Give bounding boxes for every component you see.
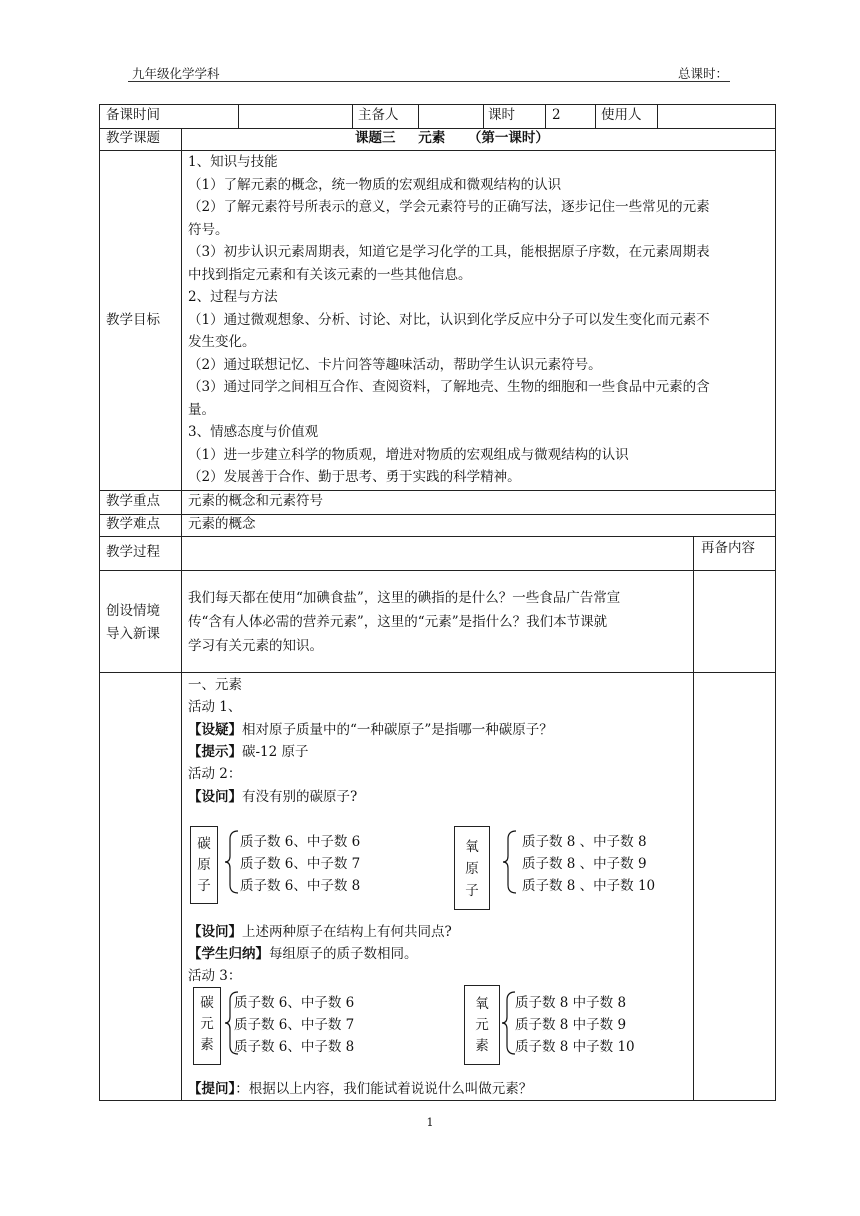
row-divider: [99, 128, 776, 129]
objective-line: 1、知识与技能: [188, 154, 278, 170]
objective-line: （1）进一步建立科学的物质观，增进对物质的宏观组成与微观结构的认识: [188, 446, 629, 463]
question-3-tag: 【设问】: [188, 924, 242, 940]
oxygen-atom-brace: [502, 829, 518, 895]
activity-2: 活动 2：: [188, 766, 242, 782]
col-divider: [693, 536, 694, 1101]
question-1-tag: 【设疑】: [188, 722, 242, 738]
prep-time-label: 备课时间: [106, 107, 160, 123]
question-3: [188, 926, 452, 940]
oxygen-atom-label-char: 子: [465, 883, 479, 899]
objective-line: （2）发展善于合作、勤于思考、勇于实践的科学精神。: [188, 469, 521, 485]
intro-line: 传“含有人体必需的营养元素”，这里的“元素”是指什么？我们本节课就: [188, 614, 608, 630]
col-divider: [181, 128, 182, 1101]
oxygen-element-label: [471, 994, 493, 1057]
row-divider: [99, 570, 776, 571]
objective-line: 中找到指定元素和有关该元素的一些其他信息。: [188, 266, 472, 283]
oxygen-element-item: 质子数 8 中子数 10: [515, 1039, 635, 1055]
carbon-atom-item: 质子数 6、中子数 8: [240, 878, 361, 894]
oxygen-atom-label: [461, 836, 483, 902]
oxygen-atom-item: 质子数 8 、中子数 8: [522, 834, 647, 850]
row-divider: [99, 490, 776, 491]
carbon-atom-list: [240, 831, 360, 897]
difficulty-value: 元素的概念: [188, 516, 256, 532]
oxygen-atom-label-char: 原: [465, 861, 479, 877]
hint-tag: 【提示】: [188, 744, 242, 760]
question-2-tag: 【设问】: [188, 789, 242, 805]
carbon-element-label: [196, 993, 218, 1056]
key-point-label: 教学重点: [106, 493, 160, 509]
hint: [188, 746, 309, 760]
intro-label-line1: 创设情境: [106, 603, 160, 619]
col-divider: [352, 104, 353, 128]
oxygen-atom-item: 质子数 8 、中子数 9: [522, 856, 647, 872]
carbon-atom-item: 质子数 6、中子数 6: [240, 834, 361, 850]
carbon-element-label-char: 元: [200, 1016, 214, 1032]
period-value: 2: [552, 107, 561, 123]
objective-line: （2）通过联想记忆、卡片问答等趣味活动，帮助学生认识元素符号。: [188, 356, 602, 373]
carbon-element-item: 质子数 6、中子数 8: [234, 1039, 355, 1055]
header-total-periods: 总课时：: [678, 66, 729, 81]
row-divider: [99, 672, 776, 673]
objective-line: 量。: [188, 401, 215, 418]
objectives-content: [188, 151, 710, 489]
carbon-atom-brace: [224, 829, 240, 895]
question-2: [188, 791, 357, 805]
revision-content-label: 再备内容: [701, 540, 755, 556]
col-divider: [545, 104, 546, 128]
col-divider: [595, 104, 596, 128]
oxygen-element-list: [515, 992, 635, 1058]
lesson-title: 课题三 元素 （第一课时）: [355, 130, 549, 146]
question-1-text: 相对原子质量中的“一种碳原子”是指哪一种碳原子？: [242, 722, 553, 738]
key-point-value: 元素的概念和元素符号: [188, 493, 323, 509]
objective-line: （1）通过微观想象、分析、讨论、对比，认识到化学反应中分子可以发生变化而元素不: [188, 311, 710, 328]
question-1: [188, 724, 553, 738]
carbon-element-label-char: 碳: [200, 995, 214, 1011]
oxygen-atom-list: [522, 831, 655, 897]
activity-1: 活动 1、: [188, 699, 242, 715]
objective-line: 符号。: [188, 221, 229, 238]
row-divider: [99, 514, 776, 515]
intro-line: 学习有关元素的知识。: [188, 638, 323, 654]
oxygen-element-label-char: 元: [475, 1017, 489, 1033]
student-summary-tag: 【学生归纳】: [188, 946, 269, 962]
carbon-element-list: [234, 992, 354, 1058]
carbon-element-label-char: 素: [200, 1037, 214, 1053]
objective-line: 发生变化。: [188, 334, 256, 350]
objective-line: 3、情感态度与价值观: [188, 424, 319, 440]
question-4-text: ：根据以上内容，我们能试着说说什么叫做元素？: [235, 1081, 533, 1097]
col-divider: [483, 104, 484, 128]
objective-line: （3）初步认识元素周期表，知道它是学习化学的工具，能根据原子序数，在元素周期表: [188, 244, 710, 260]
period-label: 课时: [488, 107, 515, 123]
page-number: 1: [426, 1116, 434, 1129]
oxygen-element-item: 质子数 8 中子数 9: [515, 1017, 627, 1033]
oxygen-element-item: 质子数 8 中子数 8: [515, 995, 627, 1011]
activity-3: 活动 3：: [188, 968, 242, 984]
objective-line: （1）了解元素的概念，统一物质的宏观组成和微观结构的认识: [188, 176, 562, 193]
student-summary: [188, 948, 418, 962]
difficulty-label: 教学难点: [106, 516, 160, 532]
header-subject: 九年级化学学科: [132, 66, 220, 81]
topic-label: 教学课题: [106, 130, 160, 146]
objective-line: （3）通过同学之间相互合作、查阅资料，了解地壳、生物的细胞和一些食品中元素的含: [188, 379, 710, 395]
question-2-text: 有没有别的碳原子?: [242, 789, 358, 805]
header-rule: [128, 81, 730, 82]
process-label: 教学过程: [106, 544, 160, 560]
carbon-atom-label-char: 碳: [197, 836, 211, 852]
carbon-element-item: 质子数 6、中子数 6: [234, 995, 355, 1011]
carbon-element-item: 质子数 6、中子数 7: [234, 1017, 355, 1033]
row-divider: [99, 536, 776, 537]
col-divider: [238, 104, 239, 128]
question-4: [188, 1083, 532, 1097]
carbon-atom-label: [193, 834, 215, 897]
carbon-atom-label-char: 子: [197, 878, 211, 894]
question-3-text: 上述两种原子在结构上有何共同点?: [242, 924, 452, 940]
col-divider: [657, 104, 658, 128]
student-summary-text: 每组原子的质子数相同。: [269, 946, 418, 962]
intro-content: [188, 586, 620, 658]
objectives-label: 教学目标: [106, 312, 160, 328]
oxygen-element-label-char: 素: [475, 1038, 489, 1054]
oxygen-atom-label-char: 氧: [465, 839, 479, 855]
objective-line: 2、过程与方法: [188, 289, 278, 305]
oxygen-element-label-char: 氧: [475, 996, 489, 1012]
intro-label-line2: 导入新课: [106, 626, 160, 642]
section-title: 一、元素: [188, 677, 242, 693]
question-4-tag: 【提问】: [188, 1081, 236, 1097]
hint-text: 碳-12 原子: [242, 744, 309, 760]
intro-line: 我们每天都在使用“加碘食盐”，这里的碘指的是什么？一些食品广告常宣: [188, 590, 621, 606]
user-label: 使用人: [601, 107, 642, 123]
objective-line: （2）了解元素符号所表示的意义，学会元素符号的正确写法，逐步记住一些常见的元素: [188, 199, 710, 215]
col-divider: [418, 104, 419, 128]
carbon-atom-label-char: 原: [197, 857, 211, 873]
oxygen-atom-item: 质子数 8 、中子数 10: [522, 878, 656, 894]
carbon-atom-item: 质子数 6、中子数 7: [240, 856, 361, 872]
lead-preparer-label: 主备人: [358, 107, 399, 123]
